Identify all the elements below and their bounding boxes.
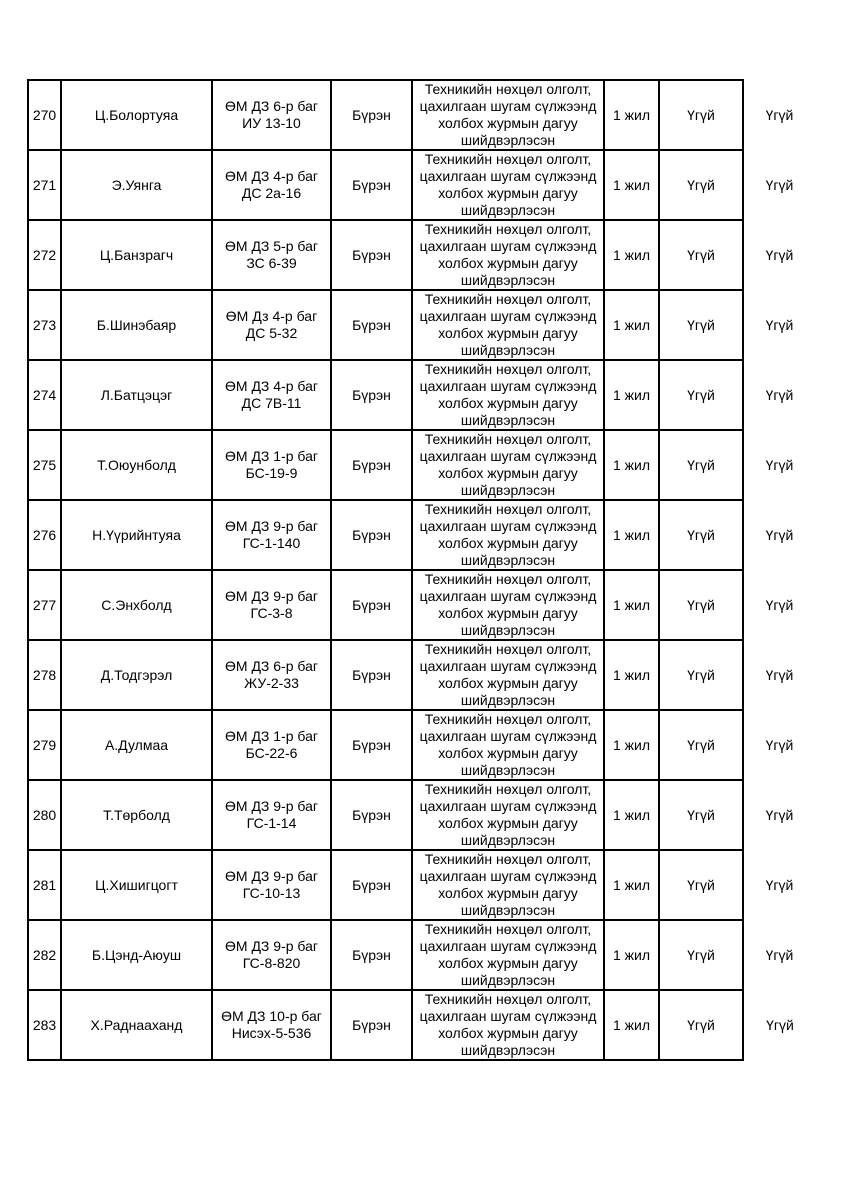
- table-row: [28, 850, 816, 920]
- flag-cell: Үгүй: [659, 360, 743, 430]
- table-row: [28, 80, 816, 150]
- duration-cell: 1 жил: [604, 430, 659, 500]
- outer-flag-cell: Үгүй: [765, 246, 794, 263]
- name-cell: Ц.Хишигцогт: [61, 850, 212, 920]
- table-row: [28, 640, 816, 710]
- address-cell: [212, 850, 331, 920]
- flag-cell: Үгүй: [659, 570, 743, 640]
- name-cell: А.Дулмаа: [61, 710, 212, 780]
- outer-flag-cell: Үгүй: [765, 806, 794, 823]
- address-line1: ӨМ ДЗ 4-р баг: [225, 168, 318, 184]
- name-cell: Д.Тодгэрэл: [61, 640, 212, 710]
- status-cell: Бүрэн: [331, 710, 412, 780]
- flag-cell: Үгүй: [659, 990, 743, 1060]
- duration-cell: 1 жил: [604, 990, 659, 1060]
- table-row: [28, 150, 816, 220]
- address-line1: ӨМ ДЗ 10-р баг: [221, 1008, 322, 1024]
- duration-cell: 1 жил: [604, 570, 659, 640]
- row-number-cell: 273: [28, 290, 61, 360]
- duration-cell: 1 жил: [604, 780, 659, 850]
- status-cell: Бүрэн: [331, 780, 412, 850]
- name-cell: Ц.Болортуяа: [61, 80, 212, 150]
- flag-cell: Үгүй: [659, 220, 743, 290]
- address-line1: ӨМ ДЗ 9-р баг: [225, 588, 318, 604]
- row-number-cell: 282: [28, 920, 61, 990]
- address-cell: [212, 920, 331, 990]
- address-cell: [212, 710, 331, 780]
- address-line1: ӨМ ДЗ 6-р баг: [225, 658, 318, 674]
- outer-flag-cell: Үгүй: [765, 176, 794, 193]
- address-line1: ӨМ ДЗ 9-р баг: [225, 938, 318, 954]
- address-line1: ӨМ ДЗ 1-р баг: [225, 448, 318, 464]
- name-cell: Т.Оюунболд: [61, 430, 212, 500]
- outer-flag-cell: Үгүй: [765, 526, 794, 543]
- address-line1: ӨМ ДЗ 9-р баг: [225, 868, 318, 884]
- duration-cell: 1 жил: [604, 290, 659, 360]
- row-number-cell: 278: [28, 640, 61, 710]
- row-number-cell: 279: [28, 710, 61, 780]
- duration-cell: 1 жил: [604, 80, 659, 150]
- name-cell: Ц.Банзрагч: [61, 220, 212, 290]
- name-cell: С.Энхболд: [61, 570, 212, 640]
- address-line2: ГС-8-820: [242, 955, 301, 971]
- resolution-cell: Техникийн нөхцөл олголт, цахилгаан шугам сүлжээнд холбох журмын дагуу шийдвэрлэсэн: [412, 850, 604, 920]
- row-number-cell: 274: [28, 360, 61, 430]
- address-cell: [212, 500, 331, 570]
- outer-flag-cell: Үгүй: [766, 1016, 794, 1033]
- outer-flag-cell: Үгүй: [765, 106, 794, 123]
- row-number-cell: 276: [28, 500, 61, 570]
- outer-flag-cell: Үгүй: [765, 876, 794, 893]
- outer-flag-cell: Үгүй: [765, 946, 794, 963]
- resolution-cell: Техникийн нөхцөл олголт, цахилгаан шугам сүлжээнд холбох журмын дагуу шийдвэрлэсэн: [412, 640, 604, 710]
- address-line1: ӨМ ДЗ 9-р баг: [225, 798, 318, 814]
- flag-cell: Үгүй: [659, 500, 743, 570]
- address-cell: [212, 290, 331, 360]
- resolution-cell: Техникийн нөхцөл олголт, цахилгаан шугам сүлжээнд холбох журмын дагуу шийдвэрлэсэн: [412, 500, 604, 570]
- duration-cell: 1 жил: [604, 920, 659, 990]
- address-line2: ГС-3-8: [250, 605, 293, 621]
- address-line2: ИУ 13-10: [242, 115, 301, 131]
- address-line1: ӨМ Дз 4-р баг: [225, 308, 318, 324]
- records-table: [27, 79, 817, 1061]
- duration-cell: 1 жил: [604, 640, 659, 710]
- address-cell: [212, 430, 331, 500]
- table-row: [28, 220, 816, 290]
- flag-cell: Үгүй: [659, 920, 743, 990]
- table-row: [28, 290, 816, 360]
- address-line2: БС-19-9: [245, 465, 298, 481]
- table-row: [28, 360, 816, 430]
- status-cell: Бүрэн: [331, 640, 412, 710]
- records-table-body: [28, 80, 816, 1060]
- address-cell: [212, 570, 331, 640]
- flag-cell: Үгүй: [659, 640, 743, 710]
- address-line2: ЖУ-2-33: [244, 675, 299, 691]
- table-row: [28, 780, 816, 850]
- name-cell: Э.Уянга: [61, 150, 212, 220]
- resolution-cell: Техникийн нөхцөл олголт, цахилгаан шугам сүлжээнд холбох журмын дагуу шийдвэрлэсэн: [412, 80, 604, 150]
- address-line2: ГС-10-13: [242, 885, 301, 901]
- table-row: [28, 920, 816, 990]
- status-cell: Бүрэн: [331, 80, 412, 150]
- status-cell: Бүрэн: [331, 920, 412, 990]
- address-line2: Нисэх-5-536: [231, 1025, 312, 1041]
- name-cell: Т.Төрболд: [61, 780, 212, 850]
- flag-cell: Үгүй: [659, 80, 743, 150]
- status-cell: Бүрэн: [331, 850, 412, 920]
- status-cell: Бүрэн: [331, 990, 412, 1060]
- outer-flag-cell: Үгүй: [765, 316, 794, 333]
- address-line2: ДС 5-32: [245, 325, 298, 341]
- address-line2: БС-22-6: [245, 745, 298, 761]
- resolution-cell: Техникийн нөхцөл олголт, цахилгаан шугам сүлжээнд холбох журмын дагуу шийдвэрлэсэн: [412, 710, 604, 780]
- row-number-cell: 283: [28, 990, 61, 1060]
- address-line2: ЗС 6-39: [246, 255, 297, 271]
- resolution-cell: Техникийн нөхцөл олголт, цахилгаан шугам сүлжээнд холбох журмын дагуу шийдвэрлэсэн: [412, 290, 604, 360]
- row-number-cell: 281: [28, 850, 61, 920]
- outer-flag-cell: Үгүй: [765, 596, 794, 613]
- name-cell: Л.Батцэцэг: [61, 360, 212, 430]
- address-cell: [212, 360, 331, 430]
- name-cell: Б.Цэнд-Аюуш: [61, 920, 212, 990]
- table-row: [28, 500, 816, 570]
- flag-cell: Үгүй: [659, 850, 743, 920]
- row-number-cell: 280: [28, 780, 61, 850]
- row-number-cell: 271: [28, 150, 61, 220]
- resolution-cell: Техникийн нөхцөл олголт, цахилгаан шугам сүлжээнд холбох журмын дагуу шийдвэрлэсэн: [412, 570, 604, 640]
- flag-cell: Үгүй: [659, 780, 743, 850]
- address-line1: ӨМ ДЗ 1-р баг: [225, 728, 318, 744]
- status-cell: Бүрэн: [331, 500, 412, 570]
- address-cell: [212, 220, 331, 290]
- resolution-cell: Техникийн нөхцөл олголт, цахилгаан шугам сүлжээнд холбох журмын дагуу шийдвэрлэсэн: [412, 360, 604, 430]
- address-cell: [212, 990, 331, 1060]
- duration-cell: 1 жил: [604, 220, 659, 290]
- status-cell: Бүрэн: [331, 150, 412, 220]
- row-number-cell: 277: [28, 570, 61, 640]
- flag-cell: Үгүй: [659, 710, 743, 780]
- status-cell: Бүрэн: [331, 360, 412, 430]
- outer-flag-cell: Үгүй: [765, 456, 794, 473]
- resolution-cell: Техникийн нөхцөл олголт, цахилгаан шугам сүлжээнд холбох журмын дагуу шийдвэрлэсэн: [412, 220, 604, 290]
- name-cell: Б.Шинэбаяр: [61, 290, 212, 360]
- resolution-cell: Техникийн нөхцөл олголт, цахилгаан шугам сүлжээнд холбох журмын дагуу шийдвэрлэсэн: [412, 990, 604, 1060]
- address-cell: [212, 150, 331, 220]
- row-number-cell: 270: [28, 80, 61, 150]
- flag-cell: Үгүй: [659, 290, 743, 360]
- outer-flag-cell: Үгүй: [765, 386, 794, 403]
- resolution-cell: Техникийн нөхцөл олголт, цахилгаан шугам сүлжээнд холбох журмын дагуу шийдвэрлэсэн: [412, 150, 604, 220]
- duration-cell: 1 жил: [604, 850, 659, 920]
- table-row: [28, 430, 816, 500]
- address-line2: ДС 7В-11: [241, 395, 302, 411]
- status-cell: Бүрэн: [331, 290, 412, 360]
- duration-cell: 1 жил: [604, 710, 659, 780]
- outer-flag-cell: Үгүй: [765, 736, 794, 753]
- address-line1: ӨМ ДЗ 4-р баг: [225, 378, 318, 394]
- status-cell: Бүрэн: [331, 220, 412, 290]
- table-row: [28, 990, 816, 1060]
- name-cell: Х.Раднааханд: [61, 990, 212, 1060]
- address-cell: [212, 780, 331, 850]
- address-line2: ДС 2а-16: [241, 185, 302, 201]
- address-line1: ӨМ ДЗ 5-р баг: [225, 238, 318, 254]
- duration-cell: 1 жил: [604, 360, 659, 430]
- status-cell: Бүрэн: [331, 430, 412, 500]
- row-number-cell: 272: [28, 220, 61, 290]
- table-row: [28, 570, 816, 640]
- flag-cell: Үгүй: [659, 150, 743, 220]
- outer-flag-cell: Үгүй: [765, 666, 794, 683]
- resolution-cell: Техникийн нөхцөл олголт, цахилгаан шугам сүлжээнд холбох журмын дагуу шийдвэрлэсэн: [412, 430, 604, 500]
- name-cell: Н.Үүрийнтуяа: [61, 500, 212, 570]
- duration-cell: 1 жил: [604, 500, 659, 570]
- resolution-cell: Техникийн нөхцөл олголт, цахилгаан шугам сүлжээнд холбох журмын дагуу шийдвэрлэсэн: [412, 920, 604, 990]
- table-row: [28, 710, 816, 780]
- status-cell: Бүрэн: [331, 570, 412, 640]
- address-line2: ГС-1-14: [246, 815, 297, 831]
- duration-cell: 1 жил: [604, 150, 659, 220]
- address-line1: ӨМ ДЗ 9-р баг: [225, 518, 318, 534]
- address-cell: [212, 640, 331, 710]
- flag-cell: Үгүй: [659, 430, 743, 500]
- address-line2: ГС-1-140: [242, 535, 301, 551]
- row-number-cell: 275: [28, 430, 61, 500]
- address-line1: ӨМ ДЗ 6-р баг: [225, 98, 318, 114]
- address-cell: [212, 80, 331, 150]
- resolution-cell: Техникийн нөхцөл олголт, цахилгаан шугам сүлжээнд холбох журмын дагуу шийдвэрлэсэн: [412, 780, 604, 850]
